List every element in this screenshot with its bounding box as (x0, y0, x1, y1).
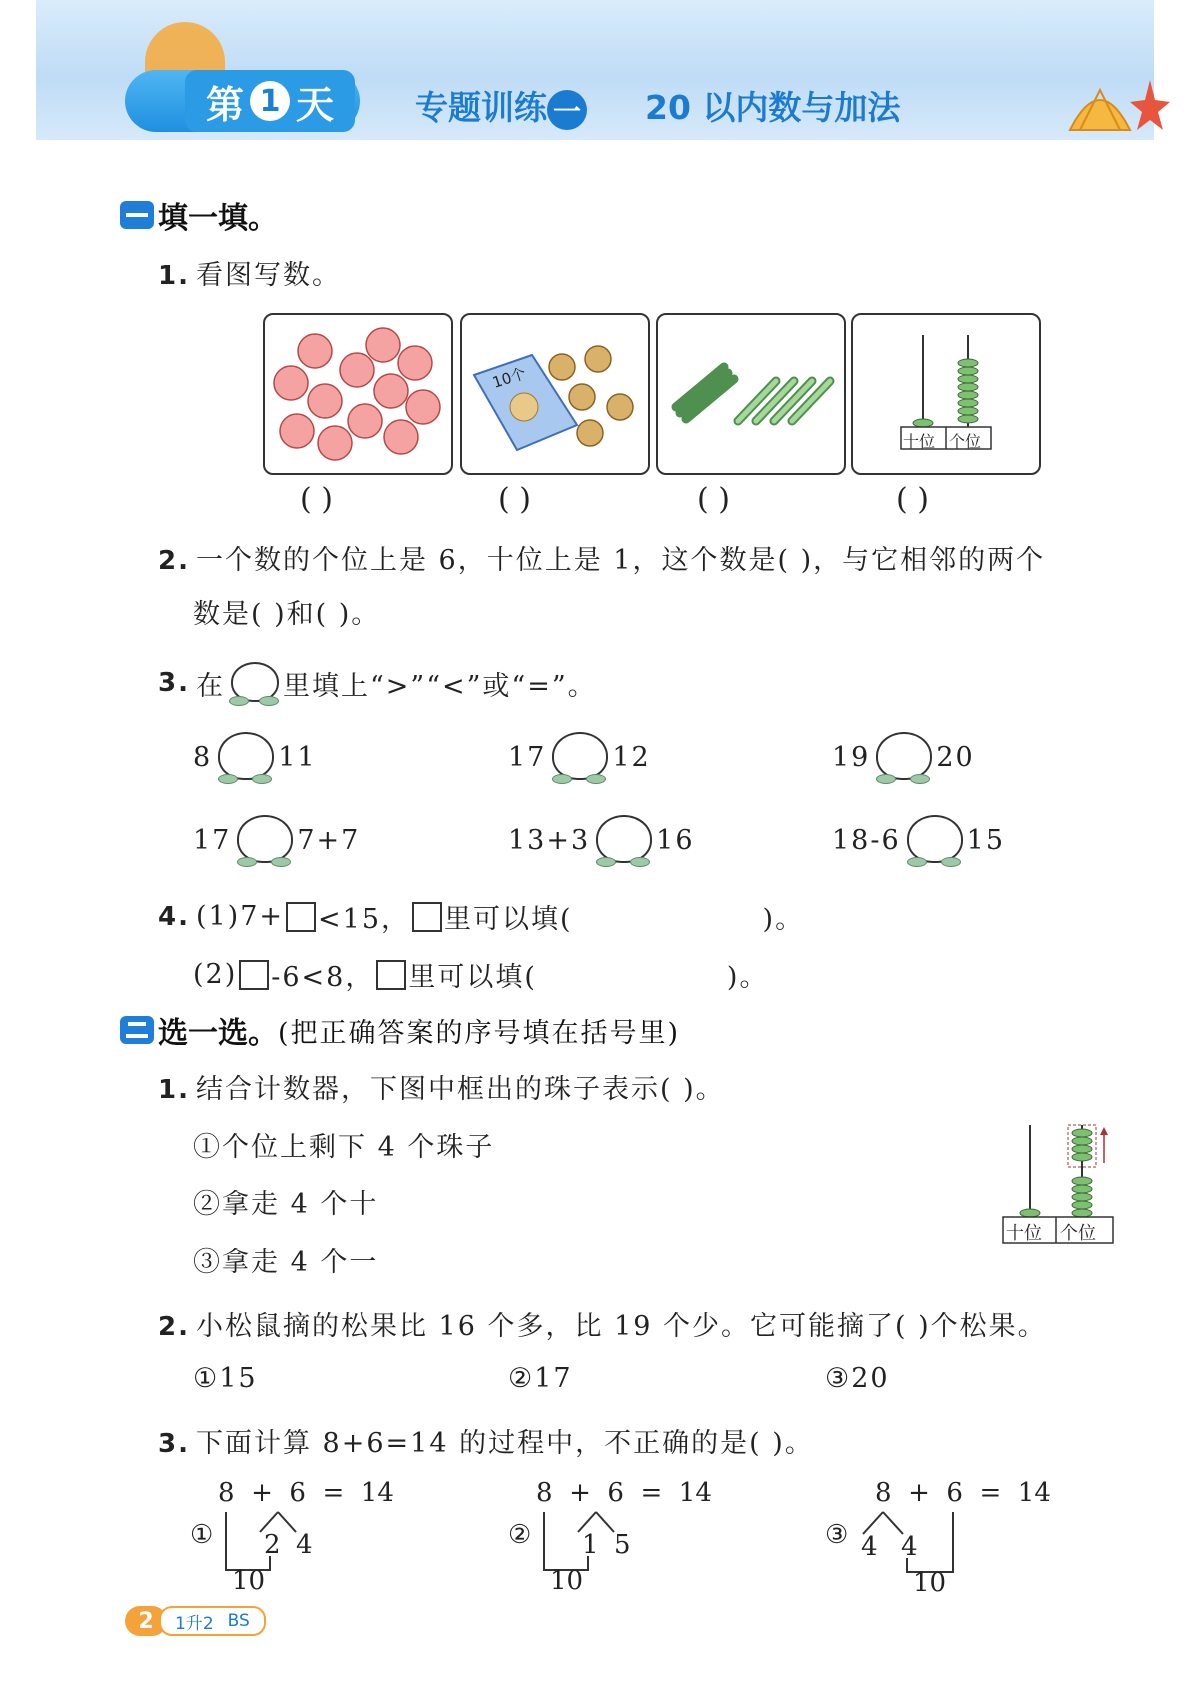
split-part: 4 (296, 1530, 313, 1560)
compare-left: 17 (508, 741, 547, 773)
peach-answer-box[interactable] (216, 730, 274, 784)
s2-q1 (158, 1067, 725, 1106)
compare-left: 13+3 (508, 824, 591, 856)
split-diagram-3[interactable] (825, 1478, 1055, 1598)
section1-title: 填一填。 (158, 201, 278, 236)
question-text: (1)7+ (195, 901, 285, 932)
topic-text: 专题训练 (415, 88, 547, 127)
option-1[interactable]: ①15 (193, 1363, 258, 1394)
shell-starfish-icon (1060, 60, 1170, 140)
split-part: 2 (264, 1530, 281, 1560)
day-suffix: 天 (296, 82, 335, 127)
option-3[interactable]: ③拿走 4 个一 (193, 1247, 379, 1278)
topic-label (415, 82, 587, 130)
compare-right: 20 (936, 741, 975, 773)
question-number: 1. (158, 261, 190, 291)
equation: 8 + 6 = 14 (875, 1478, 1051, 1508)
s1-q1 (158, 253, 341, 292)
s1-q4-part1 (158, 897, 804, 936)
section-number-two-icon (120, 1016, 154, 1044)
question-text: 看图写数。 (195, 260, 341, 291)
option-marker: ③ (825, 1520, 849, 1550)
question-text: 里填上“>”“<”或“=”。 (282, 670, 597, 702)
answer-blank[interactable]: ( ) (697, 482, 730, 517)
grade-label: 1升2 (175, 1613, 214, 1634)
answer-blank[interactable]: ( ) (498, 482, 531, 517)
question-text: (2) (193, 959, 238, 990)
question-text: -6<8， (271, 962, 375, 993)
edition-label: BS (227, 1611, 250, 1631)
peach-answer-box[interactable] (235, 813, 293, 867)
question-text: 下面计算 8+6=14 的过程中，不正确的是( )。 (195, 1428, 814, 1459)
question-number: 2. (158, 1312, 190, 1342)
tens-label: 十位 (1006, 1223, 1042, 1244)
equation: 8 + 6 = 14 (218, 1478, 394, 1508)
compare-left: 17 (193, 824, 232, 856)
section-number-one-icon (120, 201, 154, 229)
answer-blank[interactable]: ( ) (300, 482, 333, 517)
option-3[interactable]: ③20 (825, 1363, 890, 1394)
page-title: 20 以内数与加法 (645, 88, 901, 127)
blank-square (412, 902, 442, 932)
s1-q2 (158, 538, 1045, 577)
sticks-picture (656, 313, 846, 475)
question-text: <15， (318, 904, 410, 935)
ones-label: 个位 (949, 432, 982, 451)
option-2[interactable]: ②17 (508, 1363, 573, 1394)
compare-left: 19 (832, 741, 871, 773)
compare-left: 8 (193, 741, 213, 773)
compare-right: 11 (278, 741, 317, 773)
section2-subtitle: (把正确答案的序号填在括号里) (278, 1017, 681, 1049)
section2-title: 选一选。 (158, 1016, 278, 1051)
make-ten-sum: 10 (232, 1566, 266, 1596)
s2-q2 (158, 1304, 1047, 1343)
day-badge (185, 70, 355, 132)
question-number: 1. (158, 1075, 190, 1105)
compare-item (832, 813, 1005, 867)
question-number: 3. (158, 668, 190, 698)
question-text: 里可以填( (408, 962, 537, 993)
page-footer (125, 1606, 266, 1636)
compare-item (508, 813, 695, 867)
compare-right: 12 (612, 741, 651, 773)
apples-image (265, 315, 451, 473)
option-marker: ② (508, 1520, 532, 1550)
s2-q3 (158, 1421, 814, 1460)
question-number: 4. (158, 901, 190, 932)
option-marker: ① (190, 1520, 214, 1550)
ones-label: 个位 (1060, 1223, 1096, 1244)
compare-item (508, 730, 651, 784)
question-text: 在 (195, 670, 225, 702)
tens-label: 十位 (903, 432, 936, 451)
compare-item (832, 730, 975, 784)
compare-right: 16 (656, 824, 695, 856)
apples-picture (263, 313, 453, 475)
peach-answer-box[interactable] (874, 730, 932, 784)
split-lines (508, 1478, 718, 1598)
split-part: 4 (901, 1532, 918, 1562)
abacus-image (853, 315, 1039, 473)
peach-icon (229, 660, 279, 706)
question-text: 里可以填( (444, 904, 573, 935)
make-ten-sum: 10 (913, 1568, 947, 1598)
question-text: 小松鼠摘的松果比 16 个多，比 19 个少。它可能摘了( )个松果。 (195, 1311, 1047, 1342)
question-text: 一个数的个位上是 6，十位上是 1，这个数是( )，与它相邻的两个 (195, 545, 1046, 576)
day-prefix: 第 (205, 82, 244, 127)
answer-blank[interactable]: ( ) (896, 482, 929, 517)
blank-square (376, 960, 406, 990)
peach-answer-box[interactable] (905, 813, 963, 867)
split-diagram-1[interactable] (190, 1478, 400, 1598)
question-text: 结合计数器，下图中框出的珠子表示( )。 (195, 1074, 725, 1105)
compare-item (193, 730, 317, 784)
question-text: )。 (762, 904, 805, 935)
day-number: 1 (250, 81, 290, 121)
option-1[interactable]: ①个位上剩下 4 个珠子 (193, 1132, 495, 1163)
topic-number: 一 (547, 90, 587, 130)
split-part: 5 (614, 1530, 631, 1560)
biscuits-image (462, 315, 648, 473)
peach-answer-box[interactable] (594, 813, 652, 867)
compare-right: 7+7 (297, 824, 361, 856)
blank-square[interactable] (239, 960, 269, 990)
section2-heading (120, 1008, 680, 1052)
grade-badge (159, 1606, 266, 1636)
compare-left: 18-6 (832, 824, 901, 856)
compare-right: 15 (966, 824, 1006, 856)
compare-item (193, 813, 360, 867)
bag-label: 10个 (490, 364, 529, 392)
page-number: 2 (125, 1606, 167, 1636)
question-text: )。 (726, 962, 769, 993)
question-number: 3. (158, 1429, 190, 1459)
abacus-picture (851, 313, 1041, 475)
s1-q3 (158, 660, 597, 706)
blank-square[interactable] (286, 902, 316, 932)
question-number: 2. (158, 546, 190, 576)
section1-heading (120, 193, 278, 237)
counter-abacus (1000, 1115, 1118, 1245)
s1-q4-part2 (193, 955, 768, 994)
split-lines (190, 1478, 400, 1598)
question-text-continued: 数是( )和( )。 (193, 599, 381, 630)
equation: 8 + 6 = 14 (536, 1478, 712, 1508)
split-part: 1 (582, 1530, 599, 1560)
option-2[interactable]: ②拿走 4 个十 (193, 1189, 379, 1220)
biscuits-picture (460, 313, 650, 475)
split-diagram-2[interactable] (508, 1478, 718, 1598)
sticks-image (658, 315, 844, 473)
peach-answer-box[interactable] (550, 730, 608, 784)
split-part: 4 (861, 1532, 878, 1562)
make-ten-sum: 10 (550, 1566, 584, 1596)
